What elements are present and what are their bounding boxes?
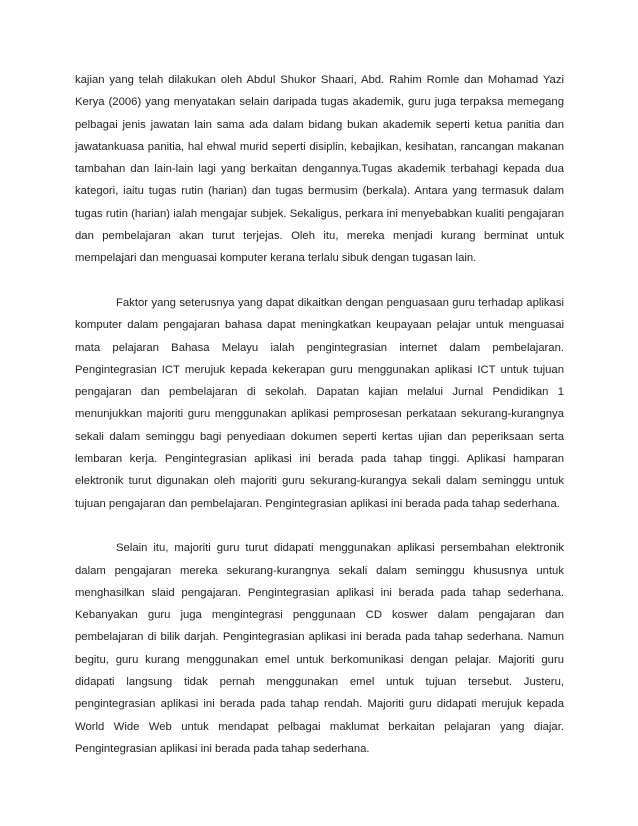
document-body xyxy=(75,69,564,760)
paragraph-3: Selain itu, majoriti guru turut didapati menggunakan aplikasi persembahan elektronik dalam pengajaran mereka sekurang-kurangnya sekali dalam seminggu khususnya untuk menghasilkan slaid pengajaran. Pengintegrasian aplikasi ini berada pada tahap sederhana. Kebanyakan guru juga mengintegrasi penggunaan CD koswer dalam pengajaran dan pembelajaran di bilik darjah. Pengintegrasian aplikasi ini berada pada tahap sederhana. Namun begitu, guru kurang menggunakan emel untuk berkomunikasi dengan pelajar. Majoriti guru didapati langsung tidak pernah menggunakan emel untuk tujuan tersebut. Justeru, pengintegrasian aplikasi ini berada pada tahap rendah. Majoriti guru didapati merujuk kepada World Wide Web untuk mendapat pelbagai maklumat berkaitan pelajaran yang diajar. Pengintegrasian aplikasi ini berada pada tahap sederhana. xyxy=(75,542,564,755)
paragraph-1: kajian yang telah dilakukan oleh Abdul Shukor Shaari, Abd. Rahim Romle dan Mohamad Yazi Kerya (2006) yang menyatakan selain daripada tugas akademik, guru juga terpaksa memegang pelbagai jenis jawatan lain sama ada dalam bidang bukan akademik seperti ketua panitia dan jawatankuasa panitia, hal ehwal murid seperti disiplin, kebajikan, kesihatan, rancangan makanan tambahan dan lain-lain lagi yang berkaitan dengannya.Tugas akademik terbahagi kepada dua kategori, iaitu tugas rutin (harian) dan tugas bermusim (berkala). Antara yang termasuk dalam tugas rutin (harian) ialah mengajar subjek. Sekaligus, perkara ini menyebabkan kualiti pengajaran dan pembelajaran akan turut terjejas. Oleh itu, mereka menjadi kurang berminat untuk mempelajari dan menguasai komputer kerana terlalu sibuk dengan tugasan lain. xyxy=(75,74,564,265)
paragraph-2: Faktor yang seterusnya yang dapat dikaitkan dengan penguasaan guru terhadap aplikasi komputer dalam pengajaran bahasa dapat meningkatkan keupayaan pelajar untuk menguasai mata pelajaran Bahasa Melayu ialah pengintegrasian internet dalam pembelajaran. Pengintegrasian ICT merujuk kepada kekerapan guru menggunakan aplikasi ICT untuk tujuan pengajaran dan pembelajaran di sekolah. Dapatan kajian melalui Jurnal Pendidikan 1 menunjukkan majoriti guru menggunakan aplikasi pemprosesan perkataan sekurang-kurangnya sekali dalam seminggu bagi penyediaan dokumen seperti kertas ujian dan peperiksaan serta lembaran kerja. Pengintegrasian aplikasi ini berada pada tahap tinggi. Aplikasi hamparan elektronik turut digunakan oleh majoriti guru sekurang-kurangya sekali dalam seminggu untuk tujuan pengajaran dan pembelajaran. Pengintegrasian aplikasi ini berada pada tahap sederhana. xyxy=(75,296,564,510)
